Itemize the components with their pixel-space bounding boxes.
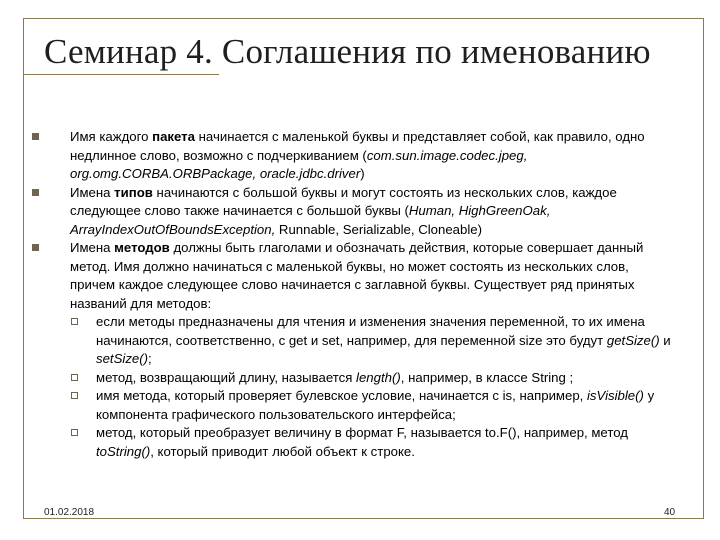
bullet-text: должны быть глаголами и обозначать действия, которые совершает данный метод. Имя должно начинаться с маленькой буквы, но может состоять из нескольких слов, причем каждое следующее слово начинается с заглавной буквы. Существует ряд принятых названий для методов: [70,240,644,311]
slide-content [32,128,672,461]
bullet-text: ) [360,166,365,181]
hollow-square-bullet-icon [71,392,78,399]
bullet-bold-term: типов [114,184,153,200]
hollow-square-bullet-icon [71,374,78,381]
subbullet-text: у компонента графического пользовательского интерфейса; [96,388,655,422]
page-number: 40 [664,507,676,518]
subbullet-text: , который приводит любой объект к строке. [150,443,415,459]
slide-title: Семинар 4. Соглашения по именованию [44,32,651,71]
subbullet-code: isVisible() [587,388,644,403]
subbullet-to [32,424,672,461]
bullet-bold-term: пакета [152,129,195,144]
bullet-methods [32,239,672,313]
frame-bottom-border [23,518,704,519]
subbullet-code: toString() [96,443,151,459]
subbullet-get-set [32,313,672,369]
square-bullet-icon [32,133,39,140]
subbullet-is [32,387,672,424]
bullet-text: начинается с маленькой буквы и представляет собой, как правило, одно недлинное слово, возможно с подчеркиванием ( [70,129,645,163]
subbullet-length [32,369,672,388]
bullet-text: Имена [70,240,115,255]
bullet-packages [32,128,672,184]
bullet-text: Runnable, Serializable, Cloneable) [275,221,482,237]
bullet-bold-term: методов [114,240,170,255]
hollow-square-bullet-icon [71,429,78,436]
subbullet-text: метод, возвращающий длину, называется [96,369,357,385]
subbullet-text: и [659,332,671,348]
bullet-text: начинаются с большой буквы и могут состоять из нескольких слов, каждое следующее слово также начинается с большой буквы ( [70,184,617,218]
footer-date: 01.02.2018 [44,507,95,518]
subbullet-text: ; [148,351,152,366]
subbullet-code: getSize() [606,332,660,348]
subbullet-text: имя метода, который проверяет булевское условие, начинается с is, например, [96,388,587,403]
square-bullet-icon [32,189,39,196]
subbullet-code: setSize() [96,351,149,366]
bullet-example: Human, HighGreenOak, ArrayIndexOutOfBoundsException, [70,203,551,237]
hollow-square-bullet-icon [71,318,78,325]
subbullet-text: если методы предназначены для чтения и изменения значения переменной, то их имена начинаются, соответственно, с get и set, например, для переменной size это будут [96,314,645,348]
bullet-text: Имена [70,184,115,200]
subbullet-text: , например, в классе String ; [400,369,574,385]
bullet-text: Имя каждого [70,129,153,144]
bullet-types [32,184,672,240]
square-bullet-icon [32,244,39,251]
title-underline [23,74,219,75]
subbullet-code: length() [356,369,401,385]
subbullet-text: метод, который преобразует величину в формат F, называется to.F(), например, метод [96,425,628,440]
frame-left-border [23,18,24,518]
bullet-example: com.sun.image.codec.jpeg, org.omg.CORBA.ORBPackage, oracle.jdbc.driver [70,147,528,181]
